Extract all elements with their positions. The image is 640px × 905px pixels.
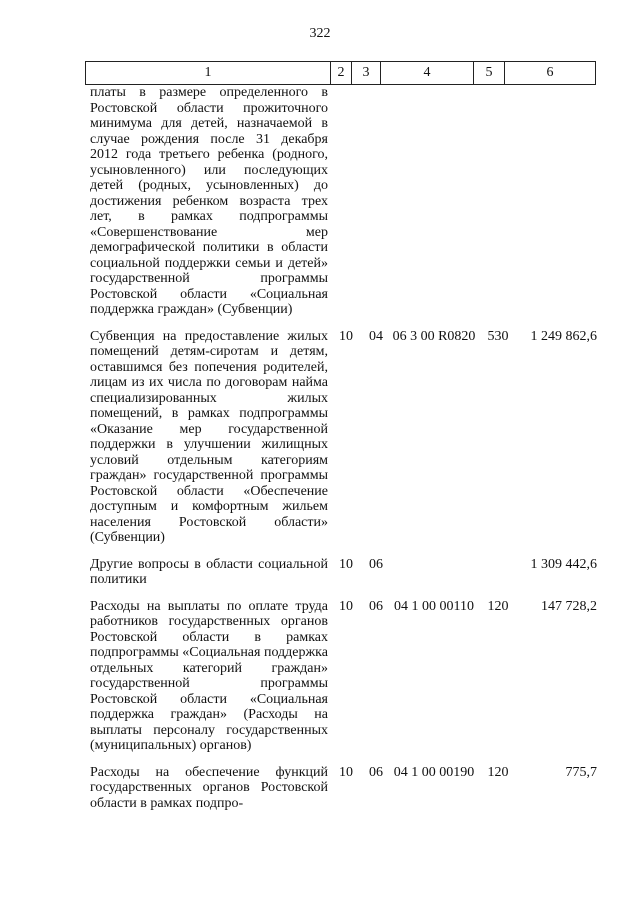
row-expense-type: 120	[487, 598, 509, 614]
row-description: Расходы на выплаты по оплате труда работников государственных органов Ростовской области в рамках подпрограммы «Социальная поддержка отдельных категорий граждан» государственной программы Ростовской области «Социальная поддержка граждан» (Расходы на выплаты персоналу государственных (муниципальных) органов)	[90, 598, 328, 753]
header-col-4: 4	[381, 62, 474, 85]
row-target-article: 04 1 00 00110	[394, 598, 474, 614]
table-row	[85, 557, 605, 588]
row-target-article: 06 3 00 R0820	[392, 328, 476, 344]
page-number: 322	[309, 26, 331, 41]
table-row	[85, 765, 605, 812]
row-expense-type: 530	[487, 328, 509, 344]
table-row	[85, 599, 605, 754]
budget-rows	[85, 85, 605, 822]
table-row	[85, 329, 605, 546]
row-description: платы в размере определенного в Ростовской области прожиточного минимума для детей, назначаемой в случае рождения после 31 декабря 2012 года третьего ребенка (родного, усыновленного) или последующих детей (родных, усыновленных) до достижения ребенком возраста трех лет, в рамках подпрограммы «Совершенствование мер демографической политики в области социальной поддержки семьи и детей» государственной программы Ростовской области «Социальная поддержка граждан» (Субвенции)	[90, 85, 328, 317]
row-amount: 1 309 442,6	[530, 556, 597, 572]
row-section: 10	[339, 598, 353, 614]
row-subsection: 04	[369, 328, 383, 344]
header-row	[86, 62, 596, 85]
row-expense-type: 120	[487, 764, 509, 780]
row-amount: 775,7	[565, 764, 597, 780]
row-section: 10	[339, 556, 353, 572]
header-col-2: 2	[331, 62, 352, 85]
row-section: 10	[339, 764, 353, 780]
row-subsection: 06	[369, 598, 383, 614]
header-col-5: 5	[474, 62, 505, 85]
header-col-6: 6	[505, 62, 596, 85]
row-amount: 147 728,2	[541, 598, 597, 614]
column-header-table	[85, 61, 596, 85]
row-target-article: 04 1 00 00190	[393, 764, 475, 780]
row-section: 10	[339, 328, 353, 344]
row-subsection: 06	[369, 556, 383, 572]
row-subsection: 06	[369, 764, 383, 780]
header-col-1: 1	[86, 62, 331, 85]
row-description: Расходы на обеспечение функций государственных органов Ростовской области в рамках подпро-	[90, 764, 328, 811]
row-description: Субвенция на предоставление жилых помещений детям-сиротам и детям, оставшимся без попечения родителей, лицам из их числа по договорам найма специализированных жилых помещений, в рамках подпрограммы «Оказание мер государственной поддержки в улучшении жилищных условий отдельным категориям граждан» государственной программы Ростовской области «Обеспечение доступным и комфортным жильем населения Ростовской области» (Субвенции)	[90, 328, 328, 545]
table-row	[85, 85, 605, 318]
header-col-3: 3	[352, 62, 381, 85]
row-description: Другие вопросы в области социальной политики	[90, 556, 328, 587]
row-amount: 1 249 862,6	[530, 328, 597, 344]
